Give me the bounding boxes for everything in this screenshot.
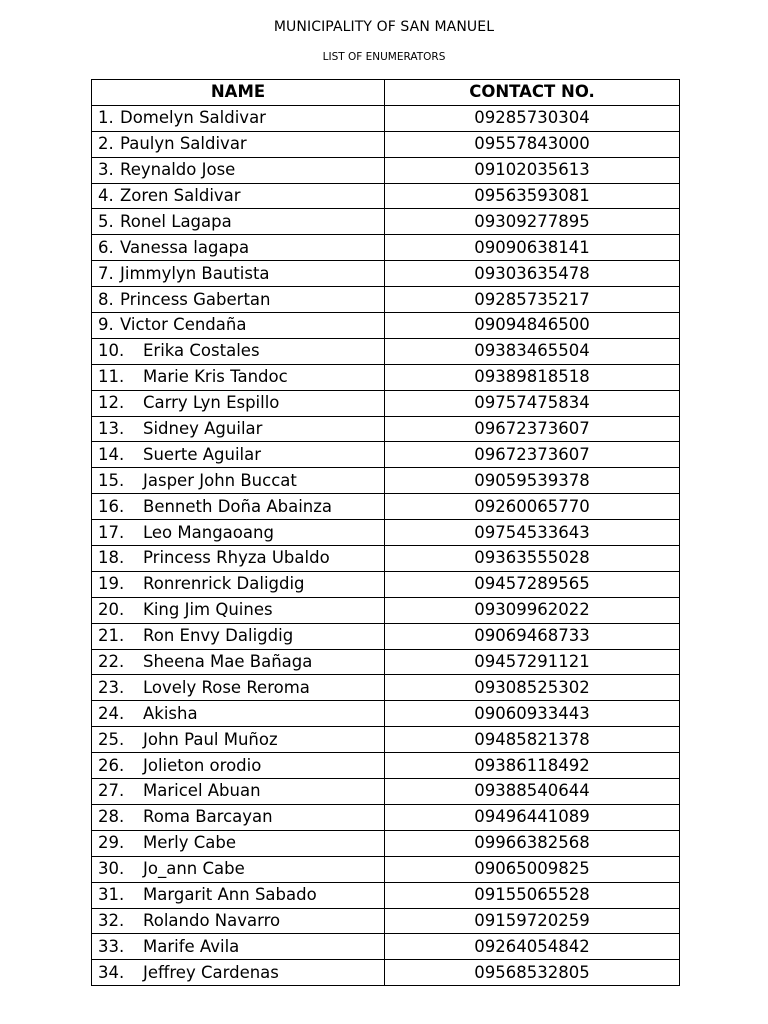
contact-number: 09090638141 [385,235,680,261]
enumerator-name: Leo Mangaoang [143,522,274,542]
name-cell [92,727,385,753]
enumerator-name: Marife Avila [143,936,240,956]
table-row [92,649,680,675]
table-row [92,313,680,339]
table-row [92,520,680,546]
row-number: 18. [98,548,125,568]
contact-number: 09757475834 [385,390,680,416]
table-row [92,623,680,649]
row-number: 32. [98,910,125,930]
contact-number: 09485821378 [385,727,680,753]
name-cell [92,856,385,882]
name-cell [92,157,385,183]
table-row [92,701,680,727]
table-row [92,753,680,779]
table-body [92,105,680,985]
table-row [92,675,680,701]
enumerator-name: Sidney Aguilar [143,419,263,439]
row-number: 11. [98,367,125,387]
contact-number: 09260065770 [385,494,680,520]
table-row [92,571,680,597]
name-cell [92,209,385,235]
enumerator-name: Jimmylyn Bautista [120,263,270,283]
enumerator-name: Erika Costales [143,341,260,361]
enumerator-name: Jolieton orodio [143,755,262,775]
row-number: 27. [98,781,125,801]
table-row [92,183,680,209]
table-row [92,338,680,364]
table-row [92,494,680,520]
enumerator-name: Jeffrey Cardenas [143,962,279,982]
name-cell [92,908,385,934]
contact-number: 09285735217 [385,287,680,313]
contact-number: 09303635478 [385,261,680,287]
name-cell [92,701,385,727]
table-row [92,364,680,390]
enumerator-name: Domelyn Saldivar [120,108,266,128]
contact-number: 09754533643 [385,520,680,546]
name-cell [92,416,385,442]
contact-number: 09102035613 [385,157,680,183]
contact-number: 09363555028 [385,546,680,572]
name-cell [92,287,385,313]
table-row [92,960,680,986]
enumerator-name: Princess Gabertan [120,289,271,309]
row-number: 34. [98,962,125,982]
enumerator-name: Zoren Saldivar [120,186,241,205]
name-cell [92,235,385,261]
enumerator-name: Ron Envy Daligdig [143,626,294,646]
table-row [92,390,680,416]
enumerator-name: Margarit Ann Sabado [143,885,317,905]
name-column-header: NAME [92,80,385,106]
enumerator-name: John Paul Muñoz [143,729,278,749]
row-number: 7. [98,263,114,283]
enumerator-name: Carry Lyn Espillo [143,393,280,413]
row-number: 31. [98,885,125,905]
name-cell [92,753,385,779]
name-cell [92,597,385,623]
row-number: 25. [98,729,125,749]
table-row [92,830,680,856]
table-row [92,105,680,131]
name-cell [92,623,385,649]
enumerator-name: King Jim Quines [143,600,273,620]
enumerator-name: Jasper John Buccat [143,470,297,490]
row-number: 14. [98,444,125,464]
name-cell [92,261,385,287]
enumerator-name: Ronel Lagapa [120,211,232,231]
contact-number: 09308525302 [385,675,680,701]
table-row [92,882,680,908]
table-row [92,131,680,157]
row-number: 21. [98,626,125,646]
enumerator-name: Marie Kris Tandoc [143,367,288,387]
contact-number: 09060933443 [385,701,680,727]
contact-number: 09966382568 [385,830,680,856]
row-number: 6. [98,237,114,257]
contact-number: 09389818518 [385,364,680,390]
table-row [92,209,680,235]
contact-number: 09309962022 [385,597,680,623]
table-row [92,727,680,753]
table-row [92,416,680,442]
contact-number: 09388540644 [385,779,680,805]
enumerator-name: Vanessa lagapa [120,237,250,257]
row-number: 24. [98,703,125,723]
contact-number: 09264054842 [385,934,680,960]
row-number: 33. [98,936,125,956]
contact-number: 09065009825 [385,856,680,882]
enumerator-name: Suerte Aguilar [143,444,262,464]
enumerators-table [91,79,680,986]
enumerator-name: Sheena Mae Bañaga [143,652,313,672]
enumerator-name: Maricel Abuan [143,781,261,801]
name-cell [92,183,385,209]
name-cell [92,442,385,468]
row-number: 10. [98,341,125,361]
row-number: 15. [98,470,125,490]
name-cell [92,494,385,520]
row-number: 8. [98,289,114,309]
name-cell [92,468,385,494]
contact-number: 09309277895 [385,209,680,235]
row-number: 9. [98,315,114,335]
table-row [92,468,680,494]
table-row [92,261,680,287]
row-number: 28. [98,807,125,827]
name-cell [92,649,385,675]
row-number: 5. [98,211,114,231]
enumerator-name: Merly Cabe [143,833,237,853]
contact-number: 09094846500 [385,313,680,339]
name-cell [92,675,385,701]
row-number: 30. [98,859,125,879]
contact-number: 09383465504 [385,338,680,364]
enumerator-name: Princess Rhyza Ubaldo [143,548,330,568]
contact-number: 09069468733 [385,623,680,649]
name-cell [92,338,385,364]
enumerator-name: Paulyn Saldivar [120,134,247,154]
row-number: 22. [98,652,125,672]
row-number: 16. [98,496,125,516]
table-row [92,804,680,830]
name-cell [92,131,385,157]
enumerator-name: Jo_ann Cabe [143,859,245,879]
row-number: 19. [98,574,125,594]
name-cell [92,804,385,830]
name-cell [92,364,385,390]
name-cell [92,520,385,546]
contact-number: 09457291121 [385,649,680,675]
table-row [92,287,680,313]
name-cell [92,779,385,805]
name-cell [92,571,385,597]
name-cell [92,830,385,856]
row-number: 2. [98,134,114,154]
contact-number: 09159720259 [385,908,680,934]
row-number: 29. [98,833,125,853]
enumerator-name: Reynaldo Jose [120,160,236,180]
page-title: MUNICIPALITY OF SAN MANUEL [273,19,495,35]
row-number: 26. [98,755,125,775]
row-number: 20. [98,600,125,620]
contact-number: 09457289565 [385,571,680,597]
enumerator-name: Roma Barcayan [143,807,273,827]
enumerator-name: Rolando Navarro [143,910,281,930]
enumerator-name: Lovely Rose Reroma [143,677,310,697]
name-cell [92,882,385,908]
enumerator-name: Benneth Doña Abainza [143,496,333,516]
contact-number: 09285730304 [385,105,680,131]
name-cell [92,960,385,986]
table-row [92,442,680,468]
name-cell [92,105,385,131]
name-cell [92,934,385,960]
row-number: 23. [98,677,125,697]
page-subtitle: LIST OF ENUMERATORS [322,51,446,63]
row-number: 17. [98,522,125,542]
contact-number: 09155065528 [385,882,680,908]
contact-number: 09672373607 [385,442,680,468]
contact-number: 09557843000 [385,131,680,157]
contact-number: 09059539378 [385,468,680,494]
contact-number: 09496441089 [385,804,680,830]
row-number: 12. [98,393,125,413]
table-row [92,597,680,623]
row-number: 13. [98,419,125,439]
name-cell [92,313,385,339]
row-number: 1. [98,108,114,128]
name-cell [92,390,385,416]
enumerator-name: Ronrenrick Daligdig [143,574,305,594]
enumerator-name: Akisha [143,703,198,723]
contact-number: 09672373607 [385,416,680,442]
table-row [92,235,680,261]
table-row [92,157,680,183]
table-row [92,934,680,960]
row-number: 3. [98,160,114,180]
table-row [92,546,680,572]
table-row [92,779,680,805]
name-cell [92,546,385,572]
table-row [92,856,680,882]
contact-number: 09386118492 [385,753,680,779]
contact-column-header: CONTACT NO. [385,80,680,106]
enumerator-name: Victor Cendaña [120,315,247,335]
contact-number: 09568532805 [385,960,680,986]
table-header-row [92,80,680,106]
table-row [92,908,680,934]
row-number: 4. [98,186,114,205]
contact-number: 09563593081 [385,183,680,209]
